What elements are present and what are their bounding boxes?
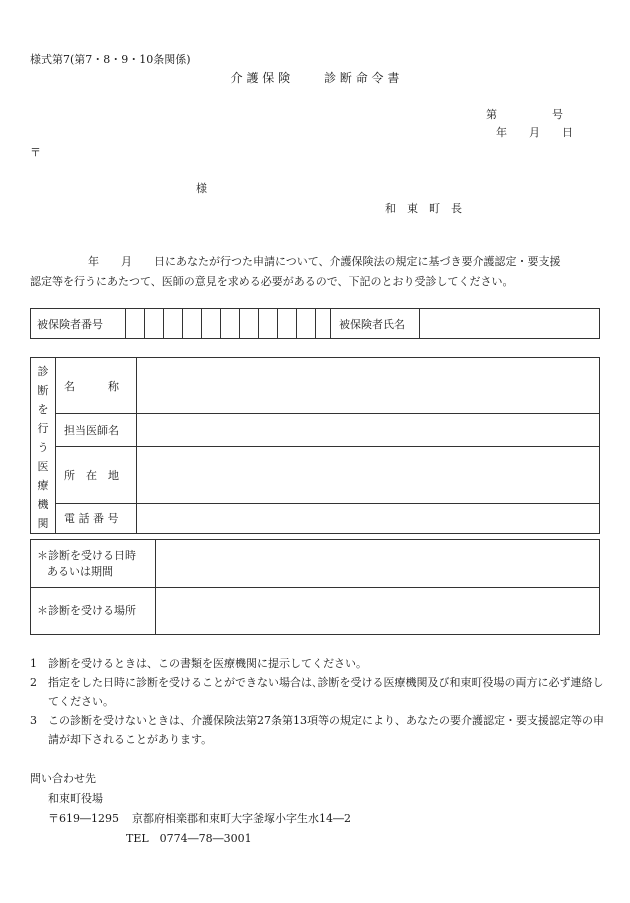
- body-line-1: 年 月 日にあなたが行つた申請について、介護保険法の規定に基づき要介護認定・要支援: [88, 255, 561, 268]
- note-text: 診断を受けるときは、この書類を医療機関に提示してください。: [48, 657, 367, 670]
- institution-name-label: 名 称: [56, 358, 137, 414]
- note-text: 指定をした日時に診断を受けることができない場合は､診断を受ける医療機関及び和束町役場の両方に必ず連絡してください。: [48, 676, 604, 708]
- contact-office: 和束町役場: [48, 792, 103, 805]
- address-field[interactable]: [137, 447, 600, 503]
- table-spacer: [316, 309, 331, 339]
- insured-number-box[interactable]: [164, 309, 183, 339]
- note-number: 3: [30, 714, 37, 727]
- addressee-suffix: 様: [196, 182, 207, 195]
- exam-datetime-field[interactable]: [156, 540, 600, 588]
- exam-datetime-label: [31, 540, 156, 588]
- insured-number-box[interactable]: [183, 309, 202, 339]
- insured-number-box[interactable]: [278, 309, 297, 339]
- phone-label: 電 話 番 号: [56, 503, 137, 533]
- doctor-name-label: 担当医師名: [56, 414, 137, 447]
- insured-number-box[interactable]: [259, 309, 278, 339]
- contact-address: [30, 809, 351, 829]
- insured-number-label: 被保険者番号: [31, 309, 126, 339]
- body-line-2: 認定等を行うにあたつて、医師の意見を求める必要があるので、下記のとおり受診してください。: [30, 275, 514, 288]
- exam-datetime-label-line1: ＊診断を受ける日時: [37, 548, 136, 562]
- insured-table: [30, 308, 600, 339]
- body-paragraph: [30, 252, 600, 292]
- issue-date-line: 年 月 日: [496, 126, 573, 139]
- title-part-1: 介 護 保 険: [230, 71, 291, 85]
- note-text: この診断を受けないときは、介護保険法第27条第13項等の規定により、あなたの要介護認定・要支援認定等の申請が却下されることがあります。: [48, 714, 604, 746]
- contact-phone: TEL 0774―78―3001: [126, 832, 252, 845]
- phone-field[interactable]: [137, 503, 600, 533]
- insured-number-box[interactable]: [240, 309, 259, 339]
- insured-name-field[interactable]: [420, 309, 600, 339]
- doctor-name-field[interactable]: [137, 414, 600, 447]
- insured-number-box[interactable]: [145, 309, 164, 339]
- institution-vertical-label: 診 断 を 行 う 医 療 機 関: [31, 358, 56, 534]
- insured-number-box[interactable]: [221, 309, 240, 339]
- contact-postal: 〒619―1295: [48, 812, 119, 825]
- exam-datetime-label-line2: あるいは期間: [47, 564, 113, 578]
- insured-number-box[interactable]: [202, 309, 221, 339]
- notes-list: [30, 654, 610, 749]
- note-item: [30, 711, 610, 749]
- insured-number-box[interactable]: [297, 309, 316, 339]
- schedule-table: [30, 539, 600, 635]
- exam-place-label: ＊診断を受ける場所: [31, 588, 156, 635]
- address-label: 所 在 地: [56, 447, 137, 503]
- document-number-line: 第 号: [486, 108, 563, 121]
- form-number: 様式第7(第7・8・9・10条関係): [30, 53, 191, 66]
- note-item: [30, 673, 610, 711]
- institution-name-field[interactable]: [137, 358, 600, 414]
- institution-table: [30, 357, 600, 534]
- title-part-2: 診 断 命 令 書: [324, 71, 400, 85]
- contact-address-text: 京都府相楽郡和束町大字釜塚小字生水14―2: [132, 812, 351, 825]
- document-title: [0, 69, 630, 86]
- note-number: 1: [30, 657, 37, 670]
- insured-number-box[interactable]: [126, 309, 145, 339]
- issuer-name: 和 東 町 長: [385, 202, 462, 215]
- contact-block: [30, 769, 351, 849]
- insured-name-label: 被保険者氏名: [331, 309, 420, 339]
- postal-mark: 〒: [30, 146, 41, 159]
- contact-heading: 問い合わせ先: [30, 772, 96, 785]
- exam-place-field[interactable]: [156, 588, 600, 635]
- note-number: 2: [30, 676, 37, 689]
- note-item: [30, 654, 610, 673]
